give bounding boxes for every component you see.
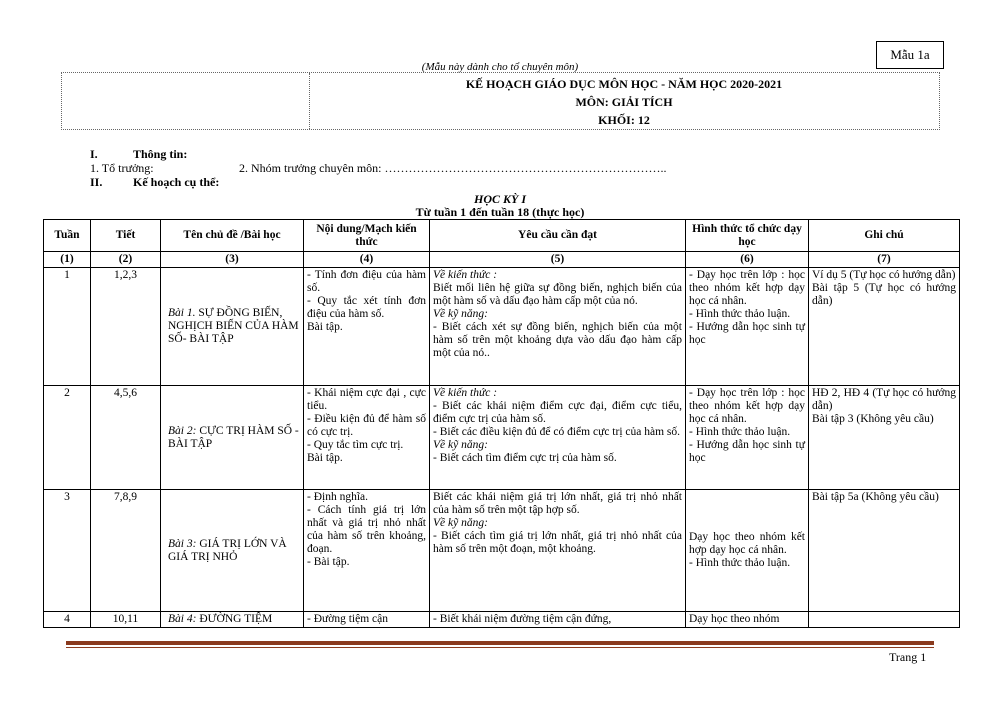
content-item: - Cách tính giá trị lớn nhất và giá trị nhỏ nhất của hàm số trên khoảng, đoạn. <box>307 504 426 555</box>
footer-rule-thin <box>66 647 934 648</box>
requirement-item: - Biết cách xét sự đồng biến, nghịch biến của một hàm số trên một khoảng dựa vào dấu đạo hàm cấp một của nó.. <box>433 321 682 359</box>
requirements-cell <box>430 386 686 490</box>
lesson-title <box>164 307 300 346</box>
header-content: Nội dung/Mạch kiến thức <box>304 220 430 252</box>
content-item: - Tính đơn điệu của hàm số. <box>307 269 426 294</box>
lesson-number: Bài 2: <box>168 424 197 437</box>
footer-rule-thick <box>66 641 934 645</box>
requirement-heading: Về kỹ năng: <box>433 308 488 320</box>
requirement-item: - Biết cách tìm giá trị lớn nhất, giá trị nhỏ nhất của hàm số trên một đoạn, một khoảng. <box>433 530 682 555</box>
teaching-form-item: - Hình thức thảo luận. <box>689 308 791 320</box>
teaching-form-item: - Hướng dẫn học sinh tự học <box>689 321 805 346</box>
week-number: 3 <box>64 491 70 503</box>
content-item: - Quy tắc tìm cực trị. <box>307 439 404 451</box>
teaching-form-cell <box>686 490 809 612</box>
content-cell <box>304 268 430 386</box>
teaching-form-item: Dạy học theo nhóm kết hợp dạy học cá nhân. <box>689 531 805 556</box>
teaching-form-item: - Hình thức thảo luận. <box>689 426 791 438</box>
section-2-number: II. <box>90 175 103 189</box>
section-1-title: Thông tin: <box>133 147 188 161</box>
teaching-form-item: Dạy học theo nhóm <box>689 613 780 625</box>
lesson-title <box>164 613 300 626</box>
content-item: - Quy tắc xét tính đơn điệu của hàm số. <box>307 295 426 320</box>
lesson-name: GIÁ TRỊ LỚN VÀ GIÁ TRỊ NHỎ <box>168 537 287 563</box>
document-header <box>61 72 940 130</box>
header-requirements: Yêu cầu cần đạt <box>430 220 686 252</box>
column-number-row <box>44 252 960 268</box>
content-cell <box>304 612 430 628</box>
col-num: (3) <box>161 252 304 268</box>
col-num: (6) <box>686 252 809 268</box>
requirements-cell <box>430 490 686 612</box>
teaching-form-cell <box>686 386 809 490</box>
lesson-name: CỰC TRỊ HÀM SỐ - BÀI TẬP <box>168 424 299 450</box>
week-cell <box>44 268 91 386</box>
period-cell <box>91 612 161 628</box>
table-row <box>44 612 960 628</box>
form-label-box: Mẫu 1a <box>876 41 944 69</box>
teaching-form-item: - Dạy học trên lớp : học theo nhóm kết hợp dạy học cá nhân. <box>689 387 805 425</box>
requirement-item: Biết các khái niệm giá trị lớn nhất, giá trị nhỏ nhất của hàm số trên một tập hợp số. <box>433 491 682 516</box>
header-lesson: Tên chủ đề /Bài học <box>161 220 304 252</box>
col-num: (5) <box>430 252 686 268</box>
lesson-plan-table <box>43 219 960 628</box>
period-numbers: 1,2,3 <box>114 269 137 281</box>
section-1-number: I. <box>90 147 98 161</box>
teaching-form-item: - Dạy học trên lớp : học theo nhóm kết hợp dạy học cá nhân. <box>689 269 805 307</box>
requirements-cell <box>430 268 686 386</box>
form-note: (Mẫu này dành cho tổ chuyên môn) <box>421 61 579 73</box>
week-number: 2 <box>64 387 70 399</box>
teaching-form-cell <box>686 268 809 386</box>
header-notes: Ghi chú <box>809 220 960 252</box>
table-row <box>44 490 960 612</box>
content-item: Bài tập. <box>307 452 343 464</box>
col-num: (4) <box>304 252 430 268</box>
note-item: HĐ 2, HĐ 4 (Tự học có hướng dẫn) <box>812 387 956 412</box>
lesson-title <box>164 425 300 451</box>
period-cell <box>91 490 161 612</box>
table-header-row <box>44 220 960 252</box>
grade-line: KHỐI: 12 <box>598 113 650 127</box>
subject-line: MÔN: GIẢI TÍCH <box>575 95 673 109</box>
semester-title: HỌC KỲ I <box>473 192 526 206</box>
period-cell <box>91 386 161 490</box>
note-item: Bài tập 5a (Không yêu cầu) <box>812 491 939 503</box>
plan-title: KẾ HOẠCH GIÁO DỤC MÔN HỌC - NĂM HỌC 2020-2021 <box>465 77 783 91</box>
requirement-heading: Về kiến thức : <box>433 387 498 399</box>
header-period: Tiết <box>91 220 161 252</box>
col-num: (1) <box>44 252 91 268</box>
week-cell <box>44 490 91 612</box>
week-number: 1 <box>64 269 70 281</box>
col-num: (2) <box>91 252 161 268</box>
group-leader-field: 2. Nhóm trưởng chuyên môn: …………………………………………………………….. <box>239 161 667 175</box>
requirement-item: - Biết các điều kiện đủ để có điểm cực trị của hàm số. <box>433 426 681 438</box>
week-number: 4 <box>64 613 70 625</box>
lesson-cell <box>161 386 304 490</box>
page-number: Trang 1 <box>889 650 927 664</box>
note-item: Bài tập 3 (Không yêu cầu) <box>812 413 934 425</box>
requirement-item: Biết mối liên hệ giữa sự đồng biến, nghịch biến của một hàm số và dấu đạo hàm cấp một của nó. <box>433 282 682 307</box>
notes-cell <box>809 490 960 612</box>
requirement-heading: Về kỹ năng: <box>433 439 488 451</box>
content-item: - Bài tập. <box>307 556 350 568</box>
section-2-title: Kế hoạch cụ thể: <box>133 175 220 189</box>
content-cell <box>304 386 430 490</box>
lesson-cell <box>161 490 304 612</box>
notes-cell <box>809 612 960 628</box>
lesson-number: Bài 3: <box>168 537 197 550</box>
note-item: Ví dụ 5 (Tự học có hướng dẫn) <box>812 269 956 281</box>
table-row <box>44 268 960 386</box>
lesson-name: ĐƯỜNG TIỆM <box>196 613 273 625</box>
notes-cell <box>809 268 960 386</box>
content-item: Bài tập. <box>307 321 343 333</box>
lesson-title <box>164 538 300 564</box>
teaching-form-item: - Hình thức thảo luận. <box>689 557 791 569</box>
content-item: - Đường tiệm cận <box>307 613 388 625</box>
notes-cell <box>809 386 960 490</box>
content-item: - Định nghĩa. <box>307 491 369 503</box>
lesson-number: Bài 4: <box>168 613 197 625</box>
table-row <box>44 386 960 490</box>
lesson-name: SỰ ĐỒNG BIẾN, NGHỊCH BIẾN CỦA HÀM SỐ- BÀI TẬP <box>168 307 299 345</box>
period-numbers: 4,5,6 <box>114 387 137 399</box>
requirement-item: - Biết cách tìm điểm cực trị của hàm số. <box>433 452 617 464</box>
content-cell <box>304 490 430 612</box>
lesson-cell <box>161 268 304 386</box>
lesson-cell <box>161 612 304 628</box>
content-item: - Điều kiện đủ để hàm số có cực trị. <box>307 413 426 438</box>
period-numbers: 10,11 <box>112 613 139 625</box>
note-item: Bài tập 5 (Tự học có hướng dẫn) <box>812 282 956 307</box>
requirement-heading: Về kỹ năng: <box>433 517 488 529</box>
lesson-number: Bài 1. <box>168 307 196 319</box>
requirements-cell <box>430 612 686 628</box>
content-item: - Khái niệm cực đại , cực tiểu. <box>307 387 426 412</box>
col-num: (7) <box>809 252 960 268</box>
team-leader-field: 1. Tổ trưởng: <box>90 161 154 175</box>
requirement-heading: Về kiến thức : <box>433 269 498 281</box>
requirement-item: - Biết khái niệm đường tiệm cận đứng, <box>433 613 612 625</box>
semester-range: Từ tuần 1 đến tuần 18 (thực học) <box>415 205 585 219</box>
period-numbers: 7,8,9 <box>114 491 137 503</box>
requirement-item: - Biết các khái niệm điểm cực đại, điểm cực tiểu, điểm cực trị của hàm số. <box>433 400 682 425</box>
teaching-form-item: - Hướng dẫn học sinh tự học <box>689 439 805 464</box>
header-week: Tuần <box>44 220 91 252</box>
period-cell <box>91 268 161 386</box>
week-cell <box>44 612 91 628</box>
header-teaching-form: Hình thức tổ chức dạy học <box>686 220 809 252</box>
week-cell <box>44 386 91 490</box>
teaching-form-cell <box>686 612 809 628</box>
